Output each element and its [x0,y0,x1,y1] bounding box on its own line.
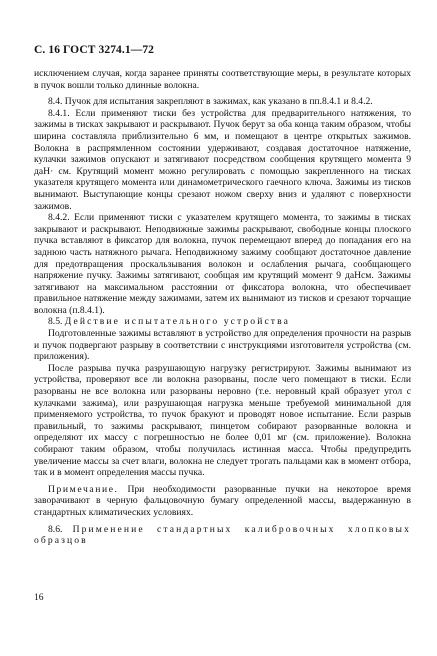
paragraph-continuation: исключением случая, когда заранее приняты соответствующие меры, в результате которых в пучок вошли только длинные волокна. [34,68,411,91]
paragraph-8-4-2: 8.4.2. Если применяют тиски с указателем крутящего момента, то зажимы в тисках закрывают и раскрывают. Неподвижные зажимы раскрывают, свободные концы плоского пучка вставляют в фиксатор для волокна, пучок перемещают вперед до попадания его на заднюю часть натяжного рычага. Неподвижному зажиму сообщают достаточное давление для предотвращения проскальзывания волокон и ослабления рычага, сообщающего напряжение пучку. Зажимы затягивают, сообщая им крутящий момент 9 даНсм. Зажимы затягивают на максимальном расстоянии от фиксатора волокна, что обеспечивает правильное натяжение между зажимами, затем их вынимают из тисков и срезают торчащие волокна (п.8.4.1). [34,212,411,316]
note-paragraph [34,484,411,519]
section-8-5-number: 8.5. [48,316,63,328]
section-8-6-number: 8.6. [48,523,63,535]
section-8-6-title: Применение стандартных калибровочных хлопковых образцов [34,523,411,547]
page-number: 16 [34,592,44,603]
section-8-5-heading [34,316,411,328]
section-8-6-heading [34,524,411,547]
note-text: При необходимости разорванные пучки на некоторое время заворачивают в черную фальцовочную бумагу определенной массы, выдержанную в стандартных климатических условиях. [34,483,411,518]
note-label: Примечание. [48,483,119,495]
section-8-5-title: Действие испытательного устройства [64,316,290,328]
paragraph-8-5-b: После разрыва пучка разрушающую нагрузку регистрируют. Зажимы вынимают из устройства, проверяют все ли волокна разорваны, после чего помещают в тиски. Если разорваны не все волокна или разорваны неровно (т.е. неровный край образует угол с кулачками зажима), или разрушающая нагрузка меньше требуемой минимальной для применяемого устройства, то пучок бракуют и проводят новое испытание. Если разрыв правильный, то зажимы раскрывают, пинцетом собирают разорванные волокна и определяют их массу с погрешностью не более 0,01 мг (см. приложение). Волокна собирают таким образом, чтобы получилась истинная масса. Чтобы предупредить увеличение массы за счет влаги, волокна не следует трогать пальцами как в момент отбора, так и в момент определения массы пучка. [34,362,411,479]
paragraph-8-4-1: 8.4.1. Если применяют тиски без устройства для предварительного натяжения, то зажимы в тисках закрывают и раскрывают. Пучок берут за оба конца таким образом, чтобы ширина составляла приблизительно 6 мм, и помещают в центре открытых зажимов. Волокна в распрямленном состоянии удерживают, создавая достаточное натяжение, кулачки зажимов опускают и затягивают посредством сообщения крутящего момента 9 даН· см. Крутящий момент можно регулировать с помощью закрепленного на тисках указателя крутящего момента или динамометрического гаечного ключа. Зажимы из тисков вынимают. Выступающие концы срезают ножом сверху вниз и удаляют с поверхности зажимов. [34,107,411,212]
paragraph-8-5-a: Подготовленные зажимы вставляют в устройство для определения прочности на разрыв и пучок подвергают разрыву в соответствии с инструкциями изготовителя устройства (см. приложения). [34,328,411,363]
page-header: С. 16 ГОСТ 3274.1—72 [34,44,155,56]
paragraph-8-4: 8.4. Пучок для испытания закрепляют в зажимах, как указано в пп.8.4.1 и 8.4.2. [48,96,373,108]
